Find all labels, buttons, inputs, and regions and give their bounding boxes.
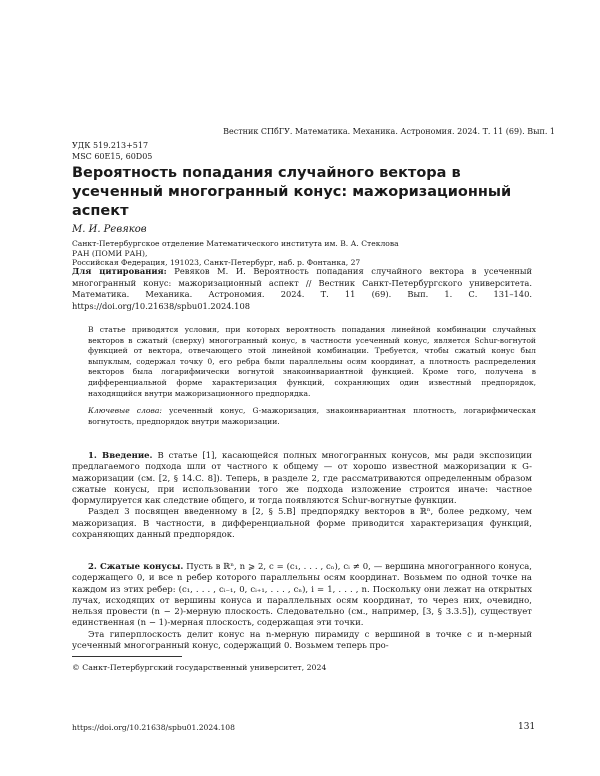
udk-code: УДК 519.213+517 xyxy=(72,141,149,150)
citation-label: Для цитирования: xyxy=(72,266,167,276)
keywords-label: Ключевые слова: xyxy=(88,406,162,415)
section-1-paragraph-1: В статье [1], касающейся полных многогранных конусов, мы ради экспозиции предлагаемого подхода шли от частного к общему — от хорошо известной мажоризации к G-мажоризации (см. [2, § 14.C. 8]). Теперь, в разделе 2, где рассматриваются определенным образом сжатые конусы, при использовании того же подхода изложение строится иначе: частное формулируется как следствие общего, и тогда появляются Schur-вогнутые функции. xyxy=(72,451,533,507)
keywords xyxy=(88,406,536,427)
section-2-heading: 2. Сжатые конусы. xyxy=(88,562,184,572)
section-2-paragraph-1: Пусть в ℝⁿ, n ⩾ 2, c = (c₁, . . . , cₙ), cᵢ ≠ 0, — вершина многогранного конуса, содержащего 0, и все n ребер которого параллельны осям координат. Возьмем по одной точке на каждом из этих ребер: (c₁, . . . , cᵢ₋₁, 0, cᵢ₊₁, . . . , cₙ), i = 1, . . . , n. Поскольку они лежат на открытых лучах, исходящих от вершины конуса и параллельных осям координат, то через них, очевидно, нельзя провести (n − 2)-мерную плоскость. Следовательно (см., например, [3, § 3.3.5]), существует единственная (n − 1)-мерная плоскость, содержащая эти точки. xyxy=(72,562,532,629)
keywords-text: усеченный конус, G-мажоризация, знакоинвариантная плотность, логарифмическая вогнутость, предпорядок внутри мажоризации. xyxy=(88,406,536,426)
affiliation-line-3: Российская Федерация, 191023, Санкт-Петербург, наб. р. Фонтанка, 27 xyxy=(72,258,361,267)
section-compressed-cones xyxy=(72,562,532,652)
affiliation-line-1: Санкт-Петербургское отделение Математического института им. В. А. Стеклова xyxy=(72,239,399,248)
section-1-paragraph-2: Раздел 3 посвящен введенному в [2, § 5.B] предпорядку векторов в ℝⁿ, более редкому, чем мажоризация. В частности, в дифференциальной форме приводится характеризация функций, сохраняющих данный предпорядок. xyxy=(72,507,532,541)
footer-doi-link[interactable]: https://doi.org/10.21638/spbu01.2024.108 xyxy=(72,723,235,732)
footnote-rule xyxy=(72,656,182,657)
msc-code: MSC 60E15, 60D05 xyxy=(72,152,153,161)
abstract: В статье приводятся условия, при которых вероятность попадания линейной комбинации случайных векторов в сжатый (сверху) многогранный конус, в частности усеченный конус, является Schur-вогнутой функцией от вектора, отвечающего этой линейной комбинации. Требуется, чтобы сжатый конус был выпуклым, содержал точку 0, его ребра были параллельны осям координат, а плотность распределения векторов была логарифмически вогнутой знакоинвариантной функцией. Кроме того, получена в дифференциальной форме характеризация функций, сохраняющих один известный предпорядок, находящийся внутри мажоризационного предпорядка. xyxy=(88,325,536,398)
section-1-heading: 1. Введение. xyxy=(88,451,153,461)
section-introduction xyxy=(72,451,532,541)
author-name: М. И. Ревяков xyxy=(72,224,147,235)
affiliation-line-2: РАН (ПОМИ РАН), xyxy=(72,249,148,258)
page-number: 131 xyxy=(518,722,536,732)
citation-text: Ревяков М. И. Вероятность попадания случайного вектора в усеченный многогранный конус: мажоризационный аспект // Вестник Санкт-Петербургского университета. Математика. Механика. Астрономия. 2024. Т. 11 (69). Вып. 1. С. 131–140. https://doi.org/10.21638/spbu01.2024.108 xyxy=(72,266,533,311)
citation-block xyxy=(72,266,532,312)
section-2-paragraph-2: Эта гиперплоскость делит конус на n-мерную пирамиду с вершиной в точке c и n-мерный усеченный многогранный конус, содержащий 0. Возьмем теперь про- xyxy=(72,629,532,652)
paper-title: Вероятность попадания случайного вектора в усеченный многогранный конус: мажоризационный аспект xyxy=(72,165,512,219)
journal-header: Вестник СПбГУ. Математика. Механика. Астрономия. 2024. Т. 11 (69). Вып. 1 xyxy=(223,127,555,136)
copyright-notice: © Санкт-Петербургский государственный университет, 2024 xyxy=(72,663,327,672)
